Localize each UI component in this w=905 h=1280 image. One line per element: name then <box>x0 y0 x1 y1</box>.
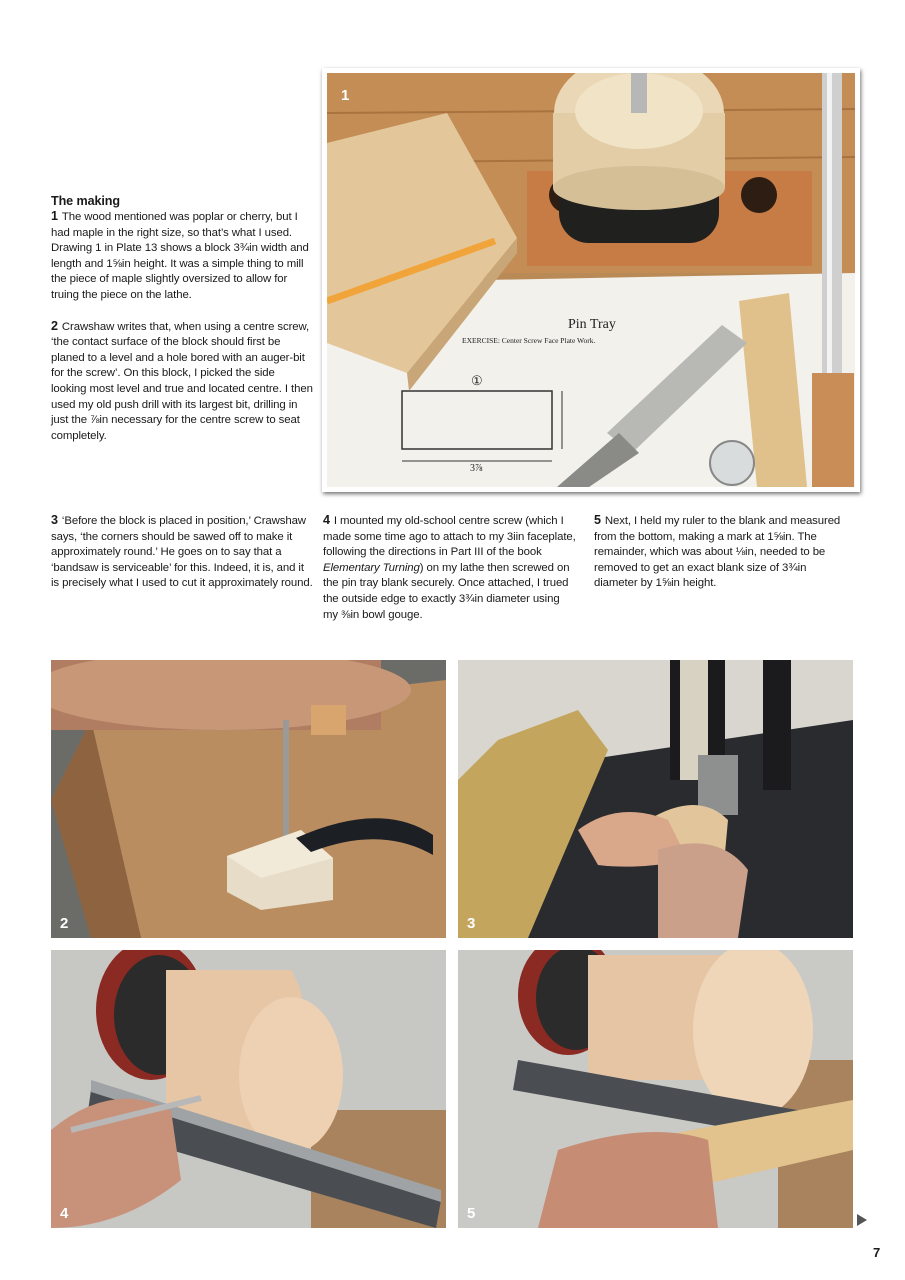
step-4-book-title: Elementary Turning <box>323 561 420 574</box>
photo-3 <box>458 660 853 938</box>
step-3-number: 3 <box>51 513 58 527</box>
page-number: 7 <box>873 1245 881 1260</box>
step-3 <box>51 513 313 592</box>
step-4-number: 4 <box>323 513 330 527</box>
photo-3-label: 3 <box>467 915 476 932</box>
photo-5-label: 5 <box>467 1205 476 1222</box>
photo-1-frame <box>322 68 860 492</box>
step-3-text: ‘Before the block is placed in position,’ Crawshaw says, ‘the corners should be sawed off to make it approximately round.’ He goes on to say that a ‘bandsaw is serviceable’ for this. Indeed, it is, and it is precisely what I used to cut it approximately round. <box>51 515 313 590</box>
column-2 <box>323 513 577 623</box>
step-5-text: Next, I held my ruler to the blank and measured from the bottom, making a mark at 1⅝in. The remainder, which was about ⅛in, needed to be removed to get an exact blank size of 3¾in diameter by 1⅝in height. <box>594 515 841 590</box>
step-2-text: Crawshaw writes that, when using a centre screw, ‘the contact surface of the block should first be planed to a level and a hole bored with an auger-bit for the screw’. On this block, I picked the side looking most level and true and located centre. I then used my old push drill with its largest bit, drilling in just the ⅞in necessary for the centre screw to seat completely. <box>51 320 313 442</box>
drawing-circle-number: ① <box>471 373 483 388</box>
section-heading: The making <box>51 194 120 208</box>
step-4-text-b: ) on my lathe then screwed on the pin tray blank securely. Once attached, I trued the outside edge to exactly 3¾in diameter using my ⅜in bowl gouge. <box>323 561 570 621</box>
step-2 <box>51 319 313 445</box>
photo-5 <box>458 950 853 1228</box>
continue-arrow-icon <box>857 1214 867 1226</box>
photo-4-label: 4 <box>60 1205 69 1222</box>
drawing-dimension: 3⅞ <box>470 463 483 474</box>
column-1-top <box>51 193 313 444</box>
column-1-bottom <box>51 513 313 592</box>
photo-1 <box>327 73 855 487</box>
photo-2 <box>51 660 446 938</box>
step-4-text-a: I mounted my old-school centre screw (which I made some time ago to attach to my 3iin faceplate, following the directions in Part III of the book <box>323 515 576 559</box>
step-1-number: 1 <box>51 209 58 223</box>
step-4 <box>323 513 577 623</box>
step-1 <box>51 209 313 304</box>
step-5-number: 5 <box>594 513 601 527</box>
column-3 <box>594 513 850 592</box>
step-2-number: 2 <box>51 318 58 333</box>
photo-2-label: 2 <box>60 915 69 932</box>
photo-1-label: 1 <box>341 87 350 104</box>
drawing-title: Pin Tray <box>568 317 616 332</box>
photo-4 <box>51 950 446 1228</box>
step-5 <box>594 513 850 592</box>
drawing-subtitle: EXERCISE: Center Screw Face Plate Work. <box>462 336 596 345</box>
step-1-text: The wood mentioned was poplar or cherry, but I had maple in the right size, so that’s what I used. Drawing 1 in Plate 13 shows a block 3¾in width and length and 1⅝in height. It was a simple thing to mill the piece of maple slightly oversized to allow for truing the piece on the lathe. <box>51 211 309 301</box>
